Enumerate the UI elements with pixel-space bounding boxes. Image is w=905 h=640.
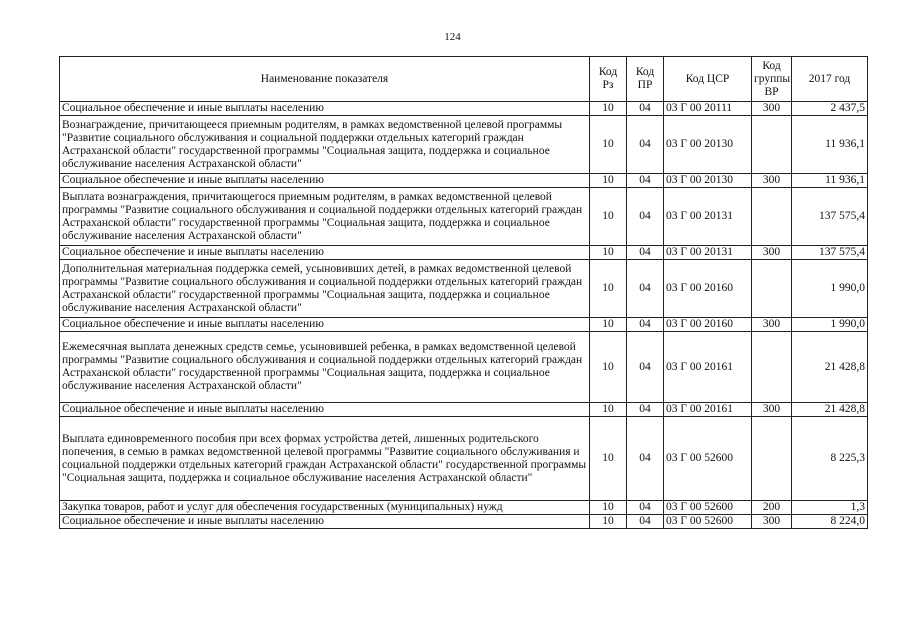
row-csr: 03 Г 00 20111 bbox=[664, 102, 752, 116]
column-header-vr: Код группы ВР bbox=[752, 57, 792, 102]
row-amount: 2 437,5 bbox=[792, 102, 868, 116]
row-name: Дополнительная материальная поддержка семей, усыновивших детей, в рамках ведомственной целевой программы "Развитие социального обслуживания и социальной поддержки отдельных категорий граждан Астраханской области" государственной программы "Социальная защита, поддержка и социальное обслуживание населения Астраханской области" bbox=[60, 260, 590, 318]
row-vr: 300 bbox=[752, 403, 792, 417]
row-name: Выплата вознаграждения, причитающегося приемным родителям, в рамках ведомственной целевой программы "Развитие социального обслуживания и социальной поддержки отдельных категорий граждан Астраханской области" государственной программы "Социальная защита, поддержка и социальное обслуживание населения Астраханской области" bbox=[60, 188, 590, 246]
row-rz: 10 bbox=[590, 515, 627, 529]
row-csr: 03 Г 00 20130 bbox=[664, 174, 752, 188]
row-pr: 04 bbox=[627, 332, 664, 403]
row-csr: 03 Г 00 20161 bbox=[664, 403, 752, 417]
row-name: Социальное обеспечение и иные выплаты населению bbox=[60, 403, 590, 417]
row-csr: 03 Г 00 52600 bbox=[664, 501, 752, 515]
row-name: Закупка товаров, работ и услуг для обеспечения государственных (муниципальных) нужд bbox=[60, 501, 590, 515]
row-csr: 03 Г 00 20160 bbox=[664, 318, 752, 332]
row-name: Социальное обеспечение и иные выплаты населению bbox=[60, 174, 590, 188]
column-header-pr: Код ПР bbox=[627, 57, 664, 102]
row-csr: 03 Г 00 52600 bbox=[664, 515, 752, 529]
row-pr: 04 bbox=[627, 116, 664, 174]
row-csr: 03 Г 00 20160 bbox=[664, 260, 752, 318]
column-header-year: 2017 год bbox=[792, 57, 868, 102]
row-pr: 04 bbox=[627, 246, 664, 260]
table-row bbox=[60, 188, 868, 246]
row-name: Социальное обеспечение и иные выплаты населению bbox=[60, 515, 590, 529]
row-rz: 10 bbox=[590, 318, 627, 332]
row-csr: 03 Г 00 20130 bbox=[664, 116, 752, 174]
row-pr: 04 bbox=[627, 403, 664, 417]
row-amount: 21 428,8 bbox=[792, 332, 868, 403]
row-amount: 8 225,3 bbox=[792, 417, 868, 501]
row-rz: 10 bbox=[590, 174, 627, 188]
row-amount: 11 936,1 bbox=[792, 116, 868, 174]
row-amount: 8 224,0 bbox=[792, 515, 868, 529]
row-pr: 04 bbox=[627, 318, 664, 332]
row-rz: 10 bbox=[590, 332, 627, 403]
row-amount: 1 990,0 bbox=[792, 318, 868, 332]
table-row bbox=[60, 102, 868, 116]
row-vr bbox=[752, 116, 792, 174]
table-row bbox=[60, 403, 868, 417]
row-rz: 10 bbox=[590, 188, 627, 246]
row-name: Социальное обеспечение и иные выплаты населению bbox=[60, 246, 590, 260]
row-pr: 04 bbox=[627, 188, 664, 246]
row-vr: 300 bbox=[752, 515, 792, 529]
row-name: Ежемесячная выплата денежных средств семье, усыновившей ребенка, в рамках ведомственной целевой программы "Развитие социального обслуживания и социальной поддержки отдельных категорий граждан Астраханской области" государственной программы "Социальная защита, поддержка и социальное обслуживание населения Астраханской области" bbox=[60, 332, 590, 403]
row-name: Вознаграждение, причитающееся приемным родителям, в рамках ведомственной целевой программы "Развитие социального обслуживания и социальной поддержки отдельных категорий граждан Астраханской области" государственной программы "Социальная защита, поддержка и социальное обслуживание населения Астраханской области" bbox=[60, 116, 590, 174]
row-pr: 04 bbox=[627, 501, 664, 515]
row-rz: 10 bbox=[590, 403, 627, 417]
page-number: 124 bbox=[444, 31, 461, 43]
row-rz: 10 bbox=[590, 102, 627, 116]
row-vr: 300 bbox=[752, 318, 792, 332]
row-csr: 03 Г 00 52600 bbox=[664, 417, 752, 501]
row-vr: 300 bbox=[752, 246, 792, 260]
table-row bbox=[60, 174, 868, 188]
table-row bbox=[60, 116, 868, 174]
table-header-row bbox=[60, 57, 868, 102]
budget-table bbox=[59, 56, 868, 529]
table-row bbox=[60, 260, 868, 318]
row-amount: 137 575,4 bbox=[792, 188, 868, 246]
row-vr: 300 bbox=[752, 102, 792, 116]
row-vr bbox=[752, 188, 792, 246]
row-name: Социальное обеспечение и иные выплаты населению bbox=[60, 318, 590, 332]
table-row bbox=[60, 318, 868, 332]
row-rz: 10 bbox=[590, 417, 627, 501]
table-row bbox=[60, 417, 868, 501]
table-row bbox=[60, 246, 868, 260]
table-row bbox=[60, 515, 868, 529]
table-row bbox=[60, 501, 868, 515]
row-rz: 10 bbox=[590, 501, 627, 515]
row-pr: 04 bbox=[627, 515, 664, 529]
row-vr bbox=[752, 260, 792, 318]
row-vr bbox=[752, 417, 792, 501]
row-pr: 04 bbox=[627, 260, 664, 318]
row-amount: 11 936,1 bbox=[792, 174, 868, 188]
column-header-csr: Код ЦСР bbox=[664, 57, 752, 102]
row-amount: 1 990,0 bbox=[792, 260, 868, 318]
row-rz: 10 bbox=[590, 246, 627, 260]
row-name: Выплата единовременного пособия при всех формах устройства детей, лишенных родительского попечения, в семью в рамках ведомственной целевой программы "Развитие социального обслуживания и социальной поддержки отдельных категорий граждан Астраханской области" государственной программы "Социальная защита, поддержка и социальное обслуживание населения Астраханской области" bbox=[60, 417, 590, 501]
row-amount: 137 575,4 bbox=[792, 246, 868, 260]
row-csr: 03 Г 00 20131 bbox=[664, 188, 752, 246]
row-vr: 200 bbox=[752, 501, 792, 515]
row-amount: 21 428,8 bbox=[792, 403, 868, 417]
row-csr: 03 Г 00 20131 bbox=[664, 246, 752, 260]
row-pr: 04 bbox=[627, 174, 664, 188]
column-header-name: Наименование показателя bbox=[60, 57, 590, 102]
row-vr bbox=[752, 332, 792, 403]
column-header-rz: Код Рз bbox=[590, 57, 627, 102]
row-vr: 300 bbox=[752, 174, 792, 188]
row-rz: 10 bbox=[590, 260, 627, 318]
row-pr: 04 bbox=[627, 417, 664, 501]
row-amount: 1,3 bbox=[792, 501, 868, 515]
table-row bbox=[60, 332, 868, 403]
row-name: Социальное обеспечение и иные выплаты населению bbox=[60, 102, 590, 116]
row-pr: 04 bbox=[627, 102, 664, 116]
row-csr: 03 Г 00 20161 bbox=[664, 332, 752, 403]
row-rz: 10 bbox=[590, 116, 627, 174]
